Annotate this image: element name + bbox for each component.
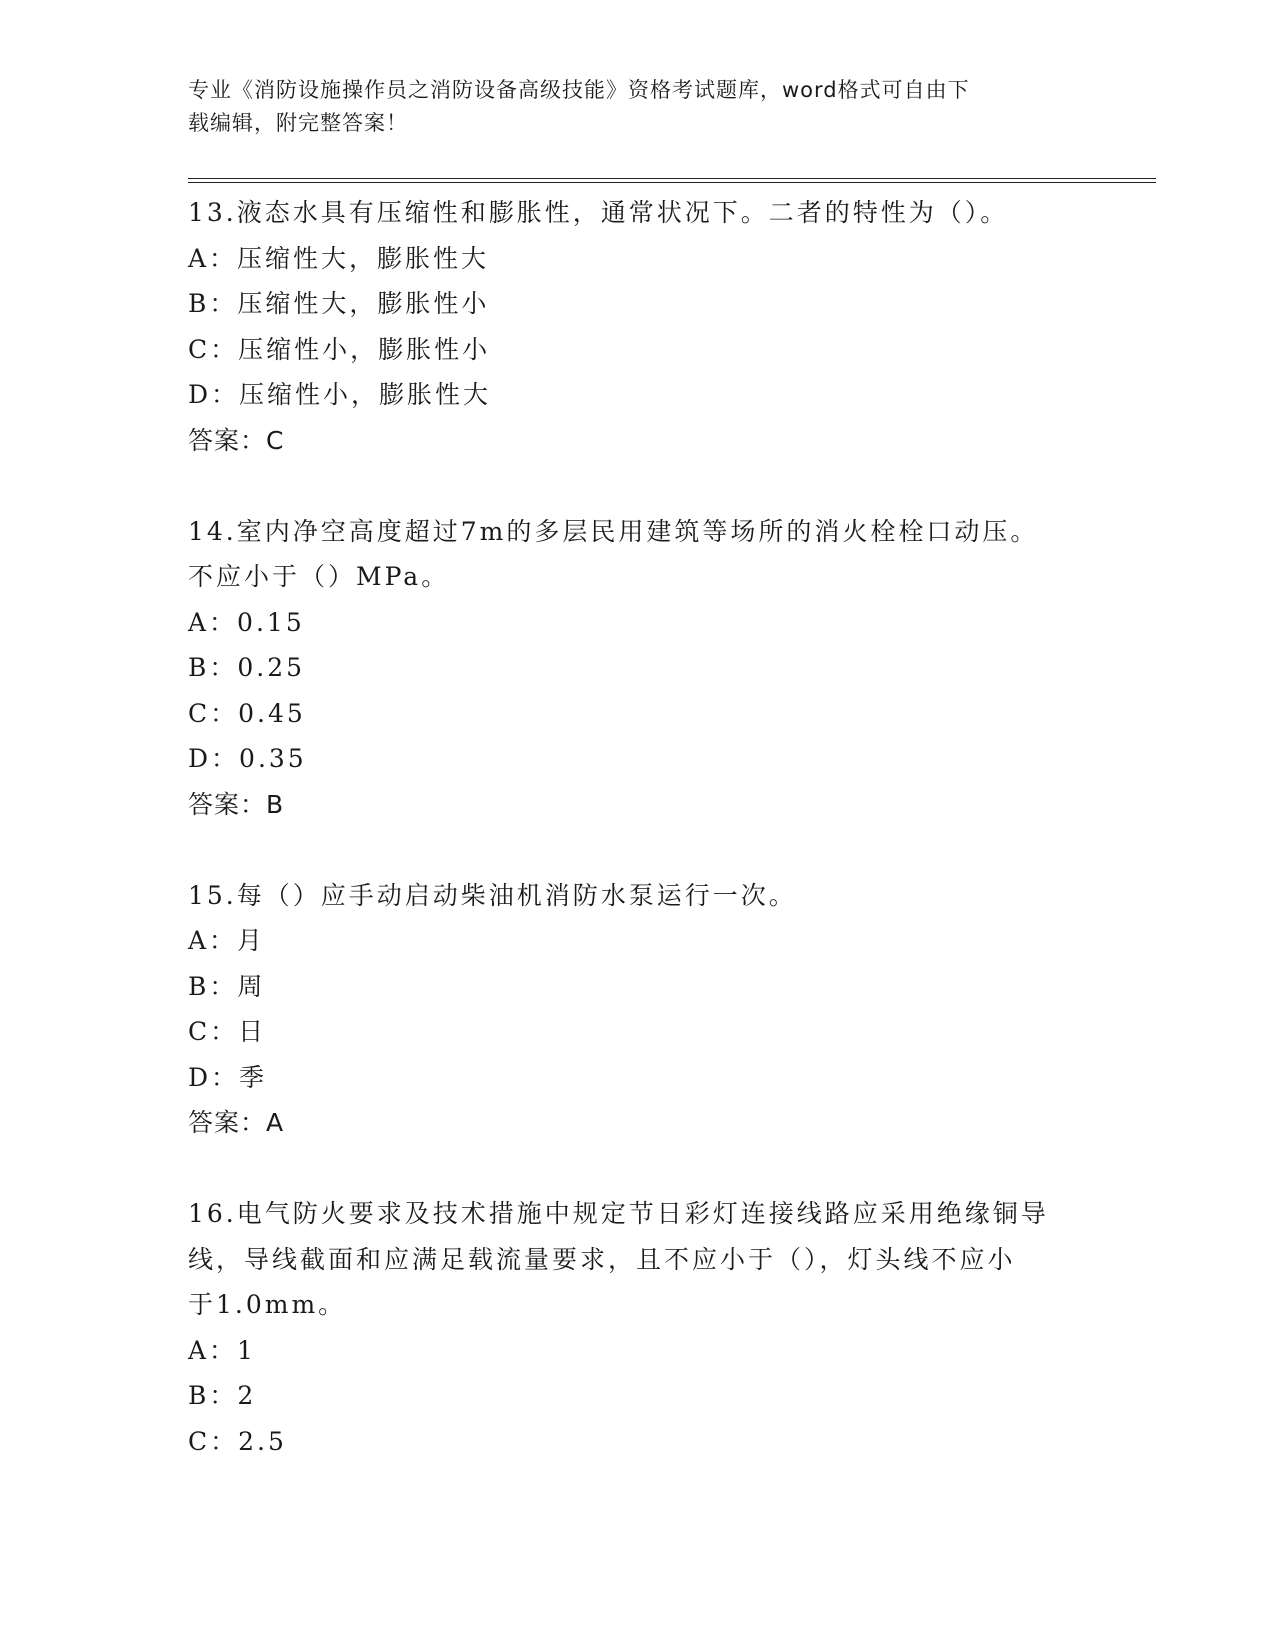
question-16	[188, 1191, 1088, 1464]
option-a: A：1	[188, 1335, 256, 1365]
option-a: A：0.15	[188, 607, 305, 637]
option-d: D：0.35	[188, 744, 307, 773]
option-a: A：压缩性大，膨胀性大	[188, 243, 490, 273]
question-stem: 15.每（）应手动启动柴油机消防水泵运行一次。	[188, 880, 797, 910]
question-stem: 16.电气防火要求及技术措施中规定节日彩灯连接线路应采用绝缘铜导	[188, 1199, 1049, 1228]
option-b: B：2	[188, 1381, 257, 1410]
question-stem-continued: 不应小于（）MPa。	[188, 562, 450, 591]
option-c: C：2.5	[188, 1426, 287, 1456]
option-b: B：0.25	[188, 653, 306, 682]
question-stem: 14.室内净空高度超过7m的多层民用建筑等场所的消火栓栓口动压。	[188, 516, 1039, 546]
option-c: C：日	[188, 1017, 267, 1046]
header-divider-thick	[188, 178, 1156, 179]
question-stem-continued: 于1.0mm。	[188, 1290, 347, 1319]
question-stem-continued: 线，导线截面和应满足载流量要求，且不应小于（），灯头线不应小	[188, 1244, 1016, 1274]
question-15	[188, 873, 1088, 1146]
question-list	[188, 190, 1088, 1464]
option-d: D：压缩性小，膨胀性大	[188, 380, 492, 409]
header-line-2: 载编辑，附完整答案！	[188, 111, 408, 135]
spacer	[188, 463, 1088, 509]
option-b: B：周	[188, 971, 266, 1001]
option-a: A：月	[188, 926, 266, 955]
spacer	[188, 1146, 1088, 1192]
answer: 答案：A	[188, 1108, 285, 1137]
header-line-1: 专业《消防设施操作员之消防设备高级技能》资格考试题库，word格式可自由下	[188, 78, 970, 102]
document-header	[188, 74, 1068, 140]
header-divider-thin	[188, 182, 1156, 183]
answer: 答案：B	[188, 789, 285, 819]
option-b: B：压缩性大，膨胀性小	[188, 289, 490, 318]
answer: 答案：C	[188, 425, 285, 455]
option-d: D：季	[188, 1062, 268, 1092]
option-c: C：0.45	[188, 698, 306, 728]
option-c: C：压缩性小，膨胀性小	[188, 334, 491, 364]
question-14	[188, 509, 1088, 828]
question-13	[188, 190, 1088, 463]
spacer	[188, 827, 1088, 873]
question-stem: 13.液态水具有压缩性和膨胀性，通常状况下。二者的特性为（）。	[188, 198, 1009, 227]
